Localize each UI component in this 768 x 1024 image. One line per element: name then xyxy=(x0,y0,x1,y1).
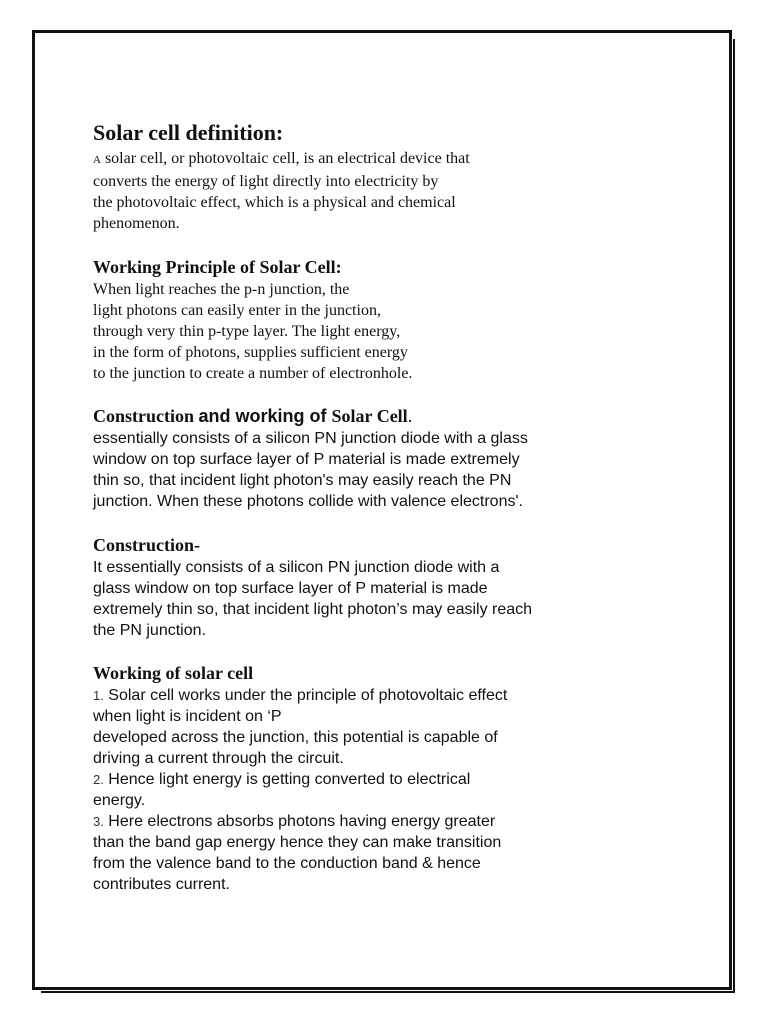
heading-construction: Construction- xyxy=(93,535,200,555)
definition-paragraph: A solar cell, or photovoltaic cell, is an electrical device that converts the energy of light directly into electricity by the photovoltaic effect, which is a physical and chemical phenomenon. xyxy=(93,150,470,232)
heading-construction-and-working: Construction and working of Solar Cell. xyxy=(93,406,413,426)
list-item: 2. Hence light energy is getting converted to electrical energy. xyxy=(93,771,471,809)
construction-paragraph: It essentially consists of a silicon PN junction diode with a glass window on top surface layer of P material is made extremely thin so, that incident light photon’s may easily reach the PN junction. xyxy=(93,559,533,639)
section-solar-cell-definition xyxy=(93,118,653,234)
list-number: 1. xyxy=(93,688,104,703)
list-item: 3. Here electrons absorbs photons having energy greater than the band gap energy hence they can make transition from the valence band to the conduction band & hence contributes current. xyxy=(93,813,502,893)
heading-solar-cell-definition: Solar cell definition: xyxy=(93,120,284,145)
section-working-of-solar-cell xyxy=(93,661,653,895)
heading-working-principle: Working Principle of Solar Cell: xyxy=(93,257,342,277)
construction-working-paragraph: essentially consists of a silicon PN junction diode with a glass window on top surface layer of P material is made extremely thin so, that incident light photon's may easily reach the PN junction. When these photons collide with valence electrons'. xyxy=(93,430,528,510)
working-list xyxy=(93,685,653,895)
section-construction-and-working xyxy=(93,404,653,512)
working-principle-paragraph: When light reaches the p-n junction, the light photons can easily enter in the junction, through very thin p-type layer. The light energy, in the form of photons, supplies sufficient energy to the junction to create a number of electronhole. xyxy=(93,281,413,382)
list-number: 3. xyxy=(93,814,104,829)
section-working-principle xyxy=(93,255,653,384)
list-number: 2. xyxy=(93,772,104,787)
heading-working-of-solar-cell: Working of solar cell xyxy=(93,663,254,683)
drop-letter: A xyxy=(93,154,101,166)
section-construction xyxy=(93,533,653,641)
list-item: 1. Solar cell works under the principle of photovoltaic effect when light is incident on ‘P developed across the junction, this potential is capable of driving a current through the circuit. xyxy=(93,687,508,767)
document-body xyxy=(93,118,653,895)
